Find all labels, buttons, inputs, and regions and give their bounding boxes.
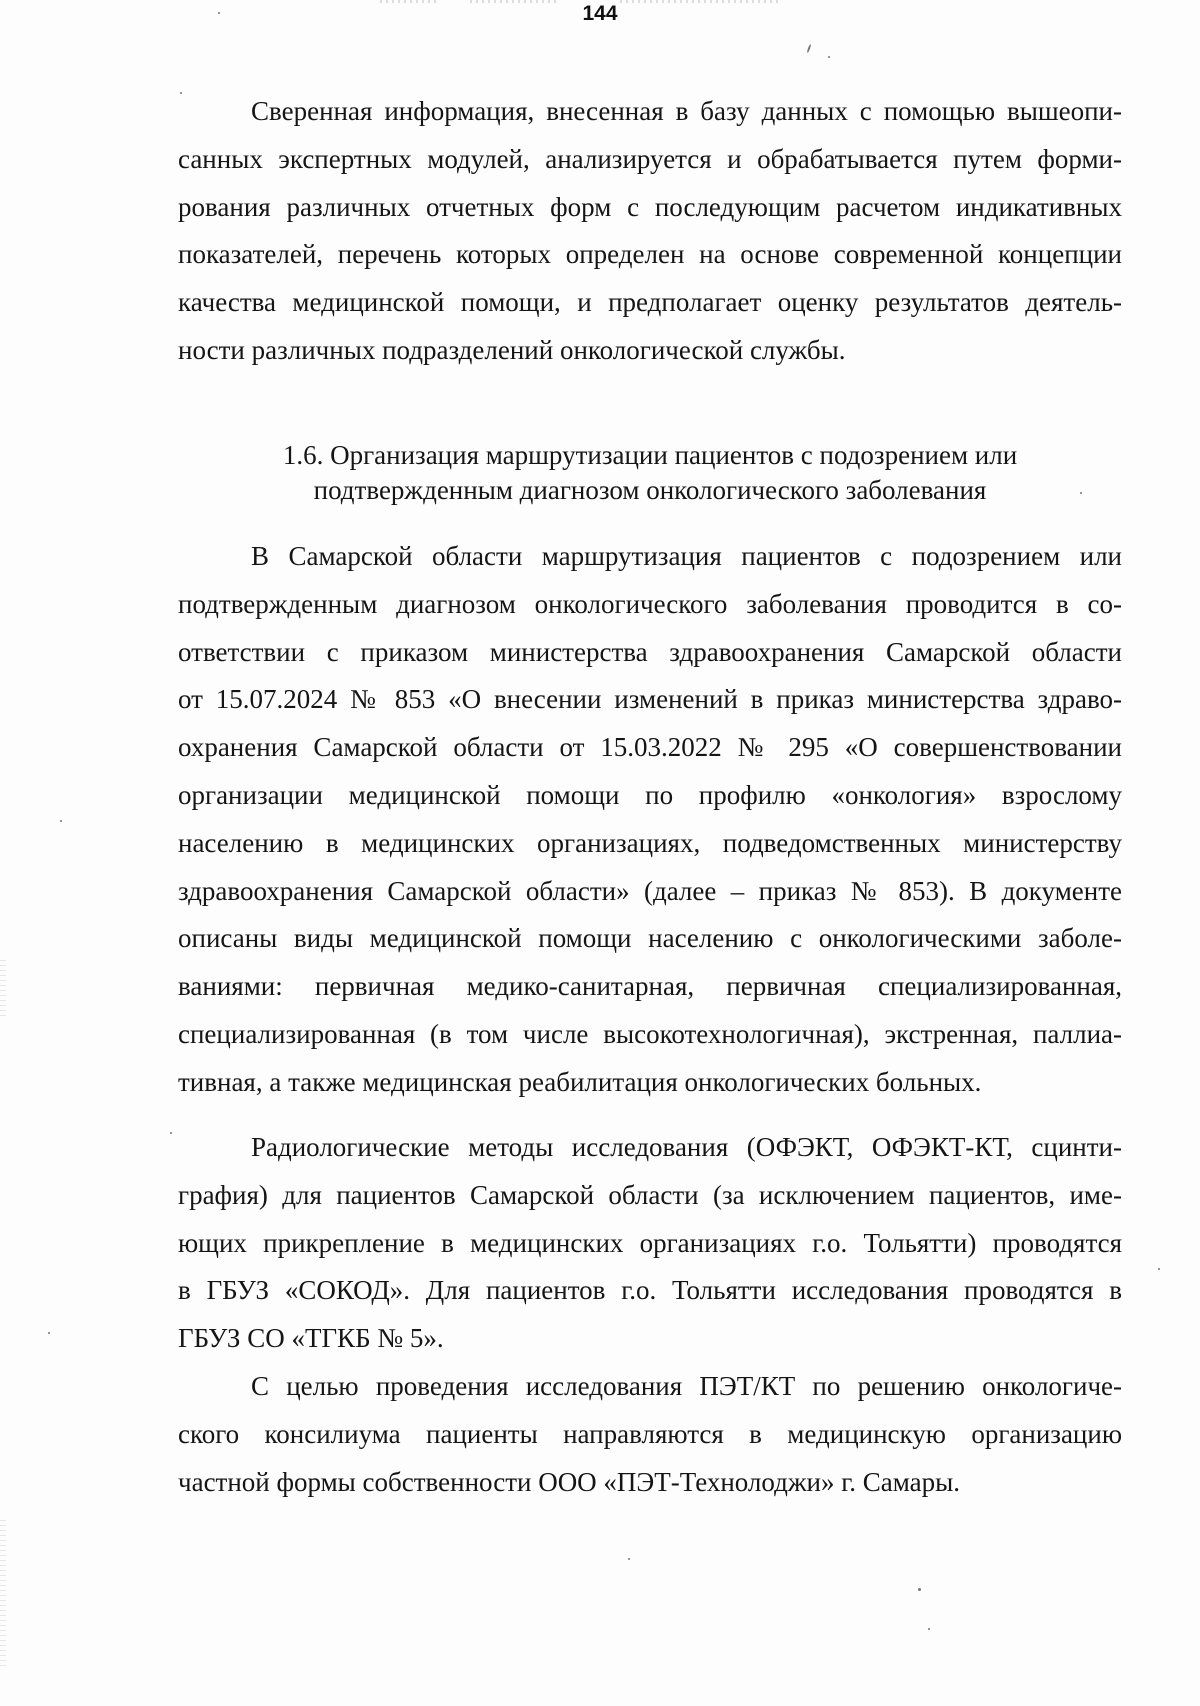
page-number: 144 <box>582 2 618 25</box>
scan-speck <box>628 1558 630 1560</box>
scan-speck <box>60 820 62 822</box>
scan-noise <box>0 1520 6 1670</box>
heading-line: подтвержденным диагнозом онкологического заболевания <box>313 475 987 505</box>
section-heading <box>178 438 1122 508</box>
paragraph-2 <box>178 533 1122 1107</box>
text-line: ГБУЗ СО «ТГКБ № 5». <box>178 1323 444 1354</box>
scan-noise <box>0 960 6 1020</box>
scan-speck <box>828 56 830 58</box>
text-line: населению в медицинских организациях, подведомственных министерству <box>178 827 1122 858</box>
text-line: ваниями: первичная медико-санитарная, первичная специализированная, <box>178 971 1122 1002</box>
text-line: ского консилиума пациенты направляются в медицинскую организацию <box>178 1418 1122 1449</box>
text-line: показателей, перечень которых определен на основе современной концепции <box>178 239 1122 270</box>
text-line: ности различных подразделений онкологической службы. <box>178 334 846 365</box>
heading-line: 1.6. Организация маршрутизации пациентов с подозрением или <box>282 440 1018 470</box>
paragraph-3 <box>178 1124 1122 1363</box>
text-line: тивная, а также медицинская реабилитация онкологических больных. <box>178 1066 982 1097</box>
text-line: С целью проведения исследования ПЭТ/КТ по решению онкологиче- <box>251 1371 1122 1401</box>
text-line: от 15.07.2024 № 853 «О внесении изменений в приказ министерства здраво- <box>178 684 1122 715</box>
text-line: качества медицинской помощи, и предполагает оценку результатов деятель- <box>178 287 1122 318</box>
text-line: санных экспертных модулей, анализируется и обрабатывается путем форми- <box>178 143 1122 174</box>
text-line: подтвержденным диагнозом онкологического заболевания проводится в со- <box>178 588 1122 619</box>
scan-speck <box>170 1132 172 1134</box>
text-line: здравоохранения Самарской области» (далее – приказ № 853). В документе <box>178 875 1122 906</box>
scan-speck <box>918 1588 921 1591</box>
scan-speck <box>807 44 812 53</box>
text-line: частной формы собственности ООО «ПЭТ-Технолоджи» г. Самары. <box>178 1466 961 1497</box>
text-line: графия) для пациентов Самарской области (за исключением пациентов, име- <box>178 1179 1122 1210</box>
scan-speck <box>48 1332 50 1334</box>
scan-speck <box>1158 1268 1160 1270</box>
paragraph-4 <box>178 1363 1122 1506</box>
text-line: специализированная (в том числе высокотехнологичная), экстренная, паллиа- <box>178 1018 1122 1049</box>
text-line: ющих прикрепление в медицинских организациях г.о. Тольятти) проводятся <box>178 1227 1122 1258</box>
text-line: рования различных отчетных форм с последующим расчетом индикативных <box>178 191 1122 222</box>
text-line: В Самарской области маршрутизация пациентов с подозрением или <box>251 541 1122 571</box>
paragraph-1 <box>178 88 1122 375</box>
text-line: в ГБУЗ «СОКОД». Для пациентов г.о. Тольятти исследования проводятся в <box>178 1275 1122 1306</box>
text-line: охранения Самарской области от 15.03.2022 № 295 «О совершенствовании <box>178 732 1122 763</box>
text-line: Сверенная информация, внесенная в базу данных с помощью вышеопи- <box>251 96 1122 126</box>
scan-speck <box>928 1628 930 1630</box>
text-line: описаны виды медицинской помощи населению с онкологическими заболе- <box>178 923 1122 954</box>
text-line: Радиологические методы исследования (ОФЭКТ, ОФЭКТ-КТ, сцинти- <box>251 1132 1122 1162</box>
text-line: ответствии с приказом министерства здравоохранения Самарской области <box>178 636 1122 667</box>
text-line: организации медицинской помощи по профилю «онкология» взрослому <box>178 779 1122 810</box>
